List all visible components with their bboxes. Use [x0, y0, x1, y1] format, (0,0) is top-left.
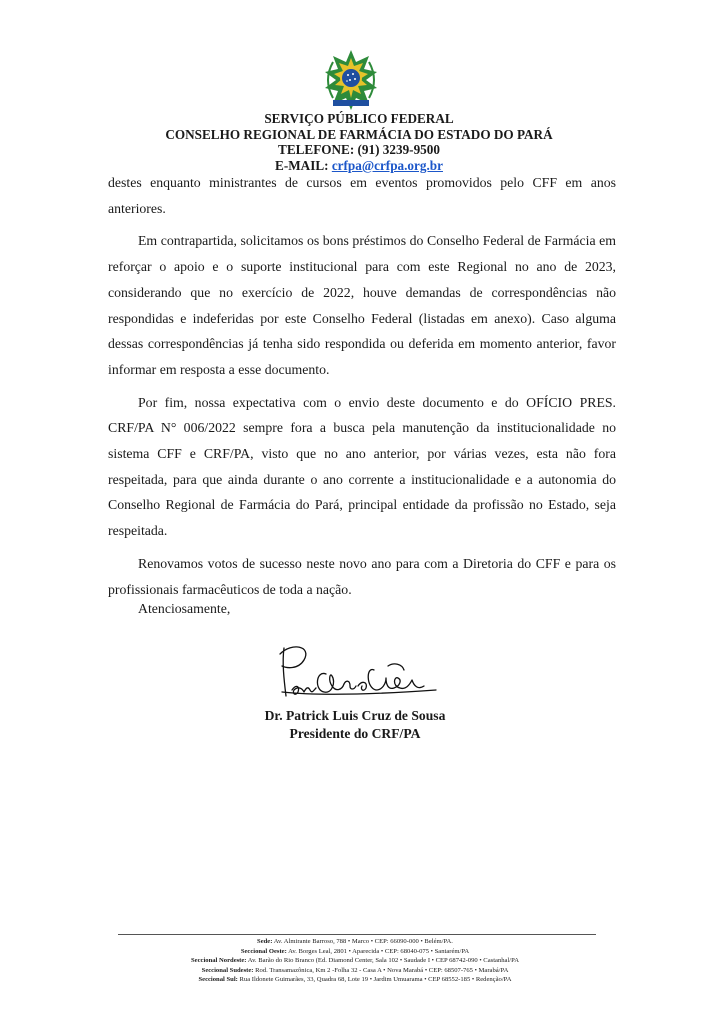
footer-nordeste-label: Seccional Nordeste:	[191, 957, 247, 965]
footer-sede-address: Av. Almirante Barroso, 788 • Marco • CEP: 66090-000 • Belém/PA.	[273, 938, 453, 945]
footer-sudeste-label: Seccional Sudeste:	[201, 966, 254, 974]
email-link[interactable]: crfpa@crfpa.org.br	[331, 157, 443, 173]
footer-sul-label: Seccional Sul:	[198, 976, 238, 984]
brazil-coat-of-arms-icon	[319, 48, 383, 112]
signer-name: Dr. Patrick Luis Cruz de Sousa	[264, 708, 446, 723]
letter-body	[108, 170, 616, 602]
header-service-line: SERVIÇO PÚBLICO FEDERAL	[264, 111, 454, 126]
email-label: E-MAIL:	[275, 157, 329, 173]
paragraph-3: Por fim, nossa expectativa com o envio deste documento e do OFÍCIO PRES. CRF/PA N° 006/2022 sempre fora a busca pela manutenção da institucionalidade no sistema CFF e CRF/PA, visto que no ano anterior, por várias vezes, esta não fora respeitada, para que ainda durante o ano corrente a institucionalidade e a autonomia do Conselho Regional de Farmácia do Pará, principal entidade da profissão no Estado, seja respeitada.	[108, 394, 616, 539]
footer-oeste-address: Av. Borges Leal, 2801 • Aparecida • CEP: 68040-075 • Santarém/PA	[288, 947, 470, 955]
footer-sede-label: Sede:	[257, 938, 273, 945]
footer-nordeste	[100, 956, 610, 966]
paragraph-4: Renovamos votos de sucesso neste novo ano para com a Diretoria do CFF e para os profissionais farmacêuticos de toda a nação.	[108, 555, 616, 597]
paragraph-2: Em contrapartida, solicitamos os bons préstimos do Conselho Federal de Farmácia em reforçar o apoio e o suporte institucional para com este Regional no ano de 2023, considerando que no exercício de 2022, houve demandas de correspondências não respondidas e indeferidas por este Conselho Federal (listadas em anexo). Caso alguma dessas correspondências já tenha sido respondida ou deferida em momento anterior, favor informar em resposta a esse documento.	[108, 233, 616, 377]
footer-nordeste-address: Av. Barão do Rio Branco (Ed. Diamond Center, Sala 102 • Saudade I • CEP 68742-090 • Castanhal/PA	[247, 957, 519, 965]
handwritten-signature	[270, 640, 440, 706]
paragraph-1: destes enquanto ministrantes de cursos em eventos promovidos pelo CFF em anos anteriores.	[108, 175, 616, 216]
footer-sudeste	[100, 966, 610, 976]
footer-oeste-label: Seccional Oeste:	[240, 947, 287, 955]
footer-sede	[100, 937, 610, 947]
header-council-line: CONSELHO REGIONAL DE FARMÁCIA DO ESTADO DO PARÁ	[165, 126, 553, 142]
footer-sul-address: Rua Ildonete Guimarães, 33, Quadra 68, Lote 19 • Jardim Umuarama • CEP 68552-185 • Redenção/PA	[239, 976, 512, 984]
footer-oeste	[100, 947, 610, 957]
footer-sul	[100, 975, 610, 985]
signer-title: Presidente do CRF/PA	[289, 725, 421, 741]
closing-salutation: Atenciosamente,	[138, 601, 231, 616]
signer-block	[190, 707, 520, 742]
header-phone-line: TELEFONE: (91) 3239-9500	[278, 142, 440, 157]
footer-divider	[118, 934, 596, 935]
letterhead	[0, 111, 718, 173]
footer-addresses	[100, 937, 610, 985]
footer-sudeste-address: Rod. Transamazônica, Km 2 -Folha 32 - Casa A • Nova Marabá • CEP: 68507-765 • Marabá/PA	[255, 966, 509, 974]
